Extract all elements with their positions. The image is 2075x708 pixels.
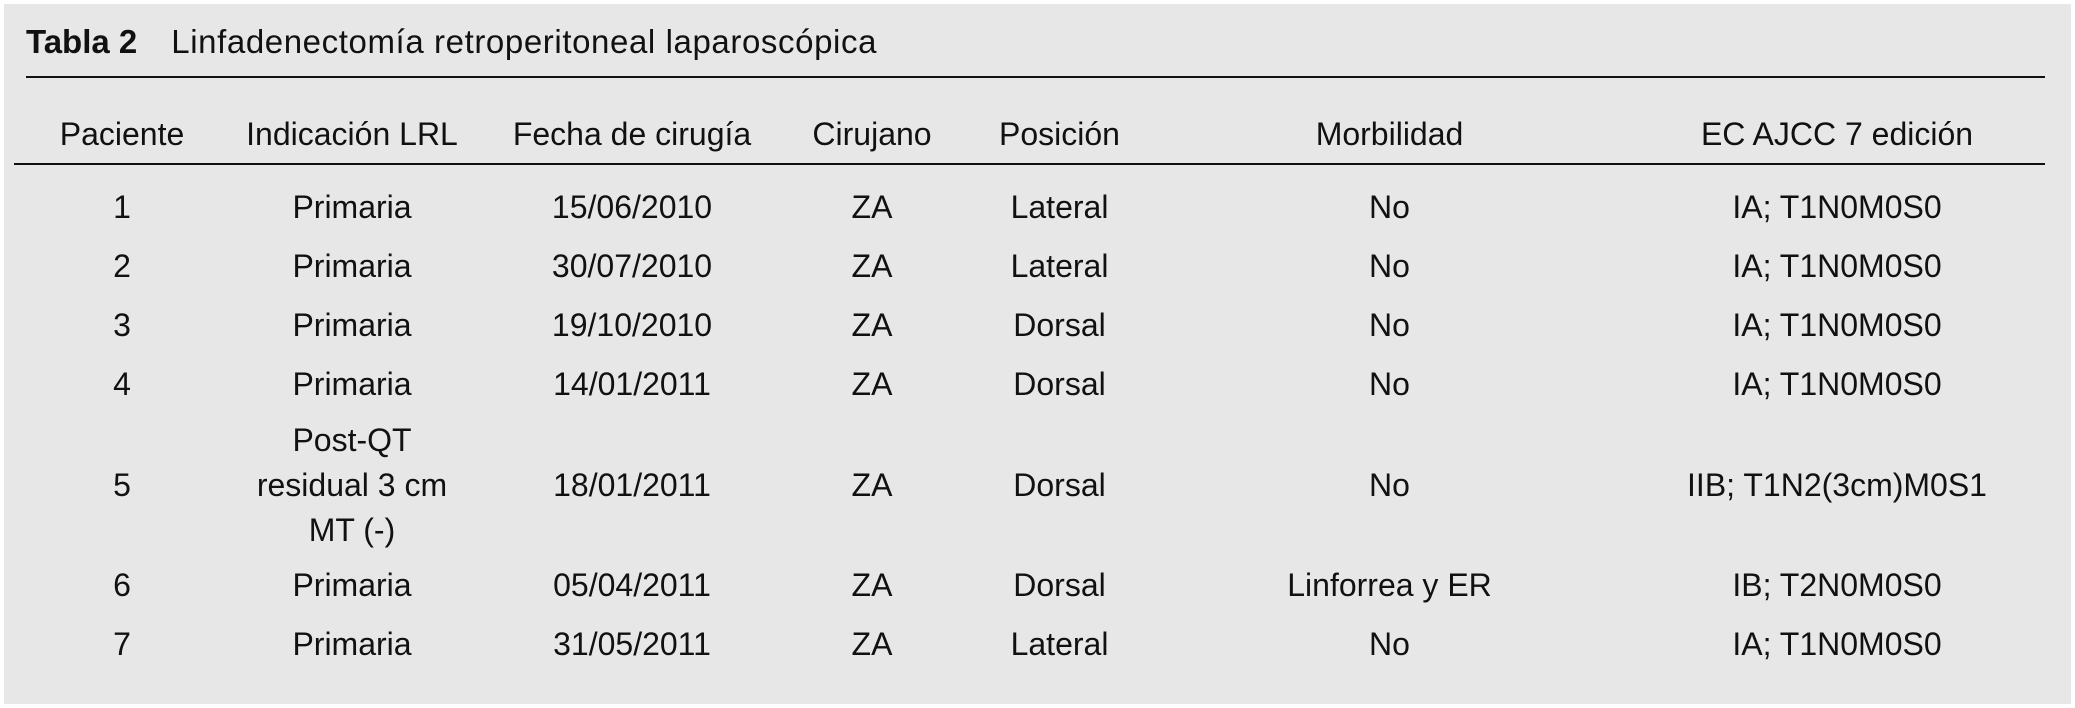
cell-morbilidad: No xyxy=(1369,467,1410,503)
table-caption-text: Linfadenectomía retroperitoneal laparoscópica xyxy=(171,23,878,60)
cell-morbilidad: No xyxy=(1369,247,1410,284)
cell-paciente: 7 xyxy=(113,625,131,662)
header-fecha: Fecha de cirugía xyxy=(512,115,752,152)
cell-fecha: 14/01/2011 xyxy=(553,365,711,402)
cell-fecha: 31/05/2011 xyxy=(553,625,711,662)
header-morbilidad: Morbilidad xyxy=(1315,115,1464,152)
cell-morbilidad: No xyxy=(1369,306,1410,343)
table-row xyxy=(0,620,2075,668)
table-row xyxy=(0,242,2075,290)
header-indicacion: Indicación LRL xyxy=(246,115,458,152)
cell-morbilidad: No xyxy=(1369,365,1410,402)
cell-indicacion xyxy=(222,418,482,553)
table-row xyxy=(0,183,2075,231)
cell-indicacion-line: Post-QT xyxy=(292,422,412,458)
cell-fecha: 18/01/2011 xyxy=(553,467,711,503)
cell-posicion: Dorsal xyxy=(1013,467,1106,503)
cell-fecha: 15/06/2010 xyxy=(551,188,713,225)
cell-indicacion: Primaria xyxy=(292,365,412,402)
table-row xyxy=(0,561,2075,609)
table-caption-label: Tabla 2 xyxy=(26,23,138,60)
cell-fecha: 30/07/2010 xyxy=(551,247,713,284)
cell-cirujano: ZA xyxy=(851,566,893,603)
cell-indicacion: Primaria xyxy=(292,566,412,603)
cell-posicion: Dorsal xyxy=(1013,306,1106,343)
cell-morbilidad: No xyxy=(1369,188,1410,225)
cell-ec-ajcc: IA; T1N0M0S0 xyxy=(1732,247,1942,284)
header-paciente: Paciente xyxy=(59,115,185,152)
cell-posicion: Dorsal xyxy=(1013,365,1106,402)
table-top-rule xyxy=(26,76,2045,78)
cell-morbilidad: No xyxy=(1369,625,1410,662)
cell-cirujano: ZA xyxy=(851,467,893,503)
cell-fecha: 05/04/2011 xyxy=(553,566,711,603)
table-row xyxy=(0,301,2075,349)
cell-ec-ajcc: IIB; T1N2(3cm)M0S1 xyxy=(1687,467,1987,503)
cell-ec-ajcc: IA; T1N0M0S0 xyxy=(1732,306,1942,343)
cell-indicacion: Primaria xyxy=(292,188,412,225)
header-cirujano: Cirujano xyxy=(812,115,932,152)
header-posicion: Posición xyxy=(999,115,1120,152)
cell-paciente: 5 xyxy=(113,467,131,503)
cell-posicion: Lateral xyxy=(1010,625,1109,662)
cell-paciente: 2 xyxy=(113,247,131,284)
table-caption xyxy=(26,18,877,66)
table-header-row xyxy=(0,108,2075,160)
header-ec-ajcc: EC AJCC 7 edición xyxy=(1700,115,1974,152)
cell-indicacion-line: MT (-) xyxy=(308,512,396,548)
cell-indicacion: Primaria xyxy=(292,247,412,284)
cell-morbilidad: Linforrea y ER xyxy=(1287,566,1492,603)
cell-posicion: Dorsal xyxy=(1013,566,1106,603)
cell-posicion: Lateral xyxy=(1010,247,1109,284)
cell-cirujano: ZA xyxy=(851,365,893,402)
cell-fecha: 19/10/2010 xyxy=(551,306,713,343)
cell-cirujano: ZA xyxy=(851,306,893,343)
cell-ec-ajcc: IA; T1N0M0S0 xyxy=(1732,625,1942,662)
cell-paciente: 1 xyxy=(113,188,131,225)
cell-posicion: Lateral xyxy=(1010,188,1109,225)
table-header-rule xyxy=(14,163,2045,165)
cell-ec-ajcc: IA; T1N0M0S0 xyxy=(1732,365,1942,402)
cell-indicacion: Primaria xyxy=(292,306,412,343)
cell-cirujano: ZA xyxy=(851,188,893,225)
table-row xyxy=(0,418,2075,553)
cell-paciente: 4 xyxy=(113,365,131,402)
cell-cirujano: ZA xyxy=(851,247,893,284)
cell-ec-ajcc: IB; T2N0M0S0 xyxy=(1732,566,1942,603)
cell-indicacion-line: residual 3 cm xyxy=(256,467,448,503)
cell-cirujano: ZA xyxy=(851,625,893,662)
cell-paciente: 3 xyxy=(113,306,131,343)
table-row xyxy=(0,360,2075,408)
cell-indicacion: Primaria xyxy=(292,625,412,662)
cell-ec-ajcc: IA; T1N0M0S0 xyxy=(1732,188,1942,225)
cell-paciente: 6 xyxy=(113,566,131,603)
